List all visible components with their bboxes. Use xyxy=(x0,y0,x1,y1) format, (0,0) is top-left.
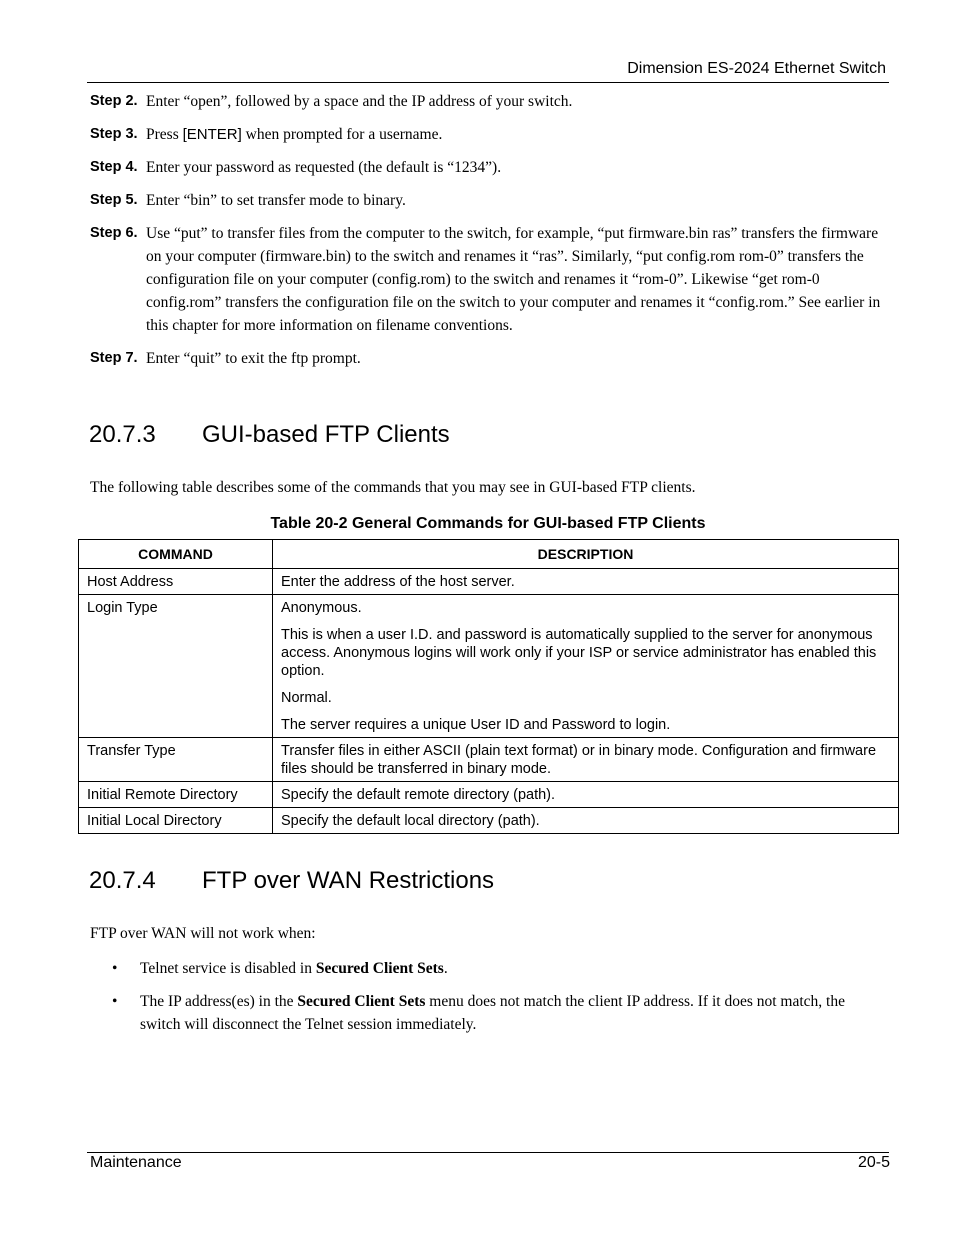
table-header-row xyxy=(79,540,899,569)
table-row xyxy=(79,782,899,808)
section-intro: The following table describes some of the commands that you may see in GUI-based FTP clients. xyxy=(90,479,696,496)
command-cell: Transfer Type xyxy=(79,738,273,782)
step-text: Enter “quit” to exit the ftp prompt. xyxy=(146,350,361,367)
step-text-pre: Press xyxy=(146,126,183,143)
page-number: 20-5 xyxy=(857,1154,890,1171)
step-text: Use “put” to transfer files from the computer to the switch, for example, “put firmware.bin ras” transfers the firmware on your computer (firmware.bin) to the switch and renames it “ras”. Similarly, “put config.rom rom-0” transfers the configuration file on your computer (config.rom) to the switch and renames it “rom-0”. Likewise “get rom-0 config.rom” transfers the configuration file on the switch to your computer and renames it “config.rom.” See earlier in this chapter for more information on filename conventions. xyxy=(146,225,881,334)
description-text: Normal. xyxy=(281,690,332,706)
description-cell xyxy=(273,738,899,782)
column-header: COMMAND xyxy=(79,540,273,569)
running-header: Dimension ES-2024 Ethernet Switch xyxy=(627,60,886,77)
bullet-text-post: . xyxy=(443,960,448,977)
description-cell xyxy=(273,569,899,595)
step-item xyxy=(90,123,890,146)
bullet-item xyxy=(112,990,872,1036)
table-row xyxy=(79,738,899,782)
section-title: FTP over WAN Restrictions xyxy=(202,867,495,894)
step-text: Enter “open”, followed by a space and the IP address of your switch. xyxy=(146,93,573,110)
bullet-icon: • xyxy=(112,960,118,977)
description-text: Specify the default remote directory (path). xyxy=(281,787,556,803)
enter-key: [ENTER] xyxy=(182,126,242,143)
step-item xyxy=(90,90,890,113)
section-heading xyxy=(89,421,450,449)
bullet-text xyxy=(140,957,448,980)
step-item xyxy=(90,347,890,370)
bullet-text-bold: Secured Client Sets xyxy=(315,960,444,977)
step-label: Step 6. xyxy=(90,225,138,241)
step-label: Step 2. xyxy=(90,93,138,109)
bullet-list xyxy=(112,957,872,1046)
step-item xyxy=(90,156,890,179)
bullet-text-pre: The IP address(es) in the xyxy=(140,993,298,1010)
step-label: Step 5. xyxy=(90,192,138,208)
bullet-icon: • xyxy=(112,993,118,1010)
commands-table xyxy=(78,539,899,834)
command-cell: Host Address xyxy=(79,569,273,595)
step-label: Step 7. xyxy=(90,350,138,366)
bullet-text-post: menu does not match the client IP address. If it does not match, the switch will disconnect the Telnet session immediately. xyxy=(140,993,845,1033)
step-text-post: when prompted for a username. xyxy=(241,126,443,143)
table-row xyxy=(79,595,899,738)
step-text: Enter your password as requested (the default is “1234”). xyxy=(146,159,502,176)
description-cell xyxy=(273,808,899,834)
table-row xyxy=(79,808,899,834)
footer-rule xyxy=(87,1152,889,1153)
section-number: 20.7.3 xyxy=(89,421,156,448)
description-text: Enter the address of the host server. xyxy=(281,574,515,590)
bullet-item xyxy=(112,957,872,980)
header-rule xyxy=(87,82,889,83)
section-title: GUI-based FTP Clients xyxy=(202,421,450,448)
command-cell: Initial Local Directory xyxy=(79,808,273,834)
bullet-text-pre: Telnet service is disabled in xyxy=(140,960,316,977)
description-cell xyxy=(273,782,899,808)
step-label: Step 4. xyxy=(90,159,138,175)
section-intro: FTP over WAN will not work when: xyxy=(90,925,316,942)
step-list xyxy=(90,90,890,380)
column-header: DESCRIPTION xyxy=(273,540,899,569)
step-item xyxy=(90,189,890,212)
table-caption: Table 20-2 General Commands for GUI-based FTP Clients xyxy=(270,515,706,532)
command-cell: Login Type xyxy=(79,595,273,738)
step-text xyxy=(146,123,442,146)
description-text: Specify the default local directory (path). xyxy=(281,813,540,829)
step-label: Step 3. xyxy=(90,126,138,142)
bullet-text xyxy=(140,990,872,1036)
description-text: This is when a user I.D. and password is automatically supplied to the server for anonymous access. Anonymous logins will work only if your ISP or service administrator has enabled this option. xyxy=(281,627,877,679)
footer-chapter: Maintenance xyxy=(90,1154,182,1171)
description-text: The server requires a unique User ID and Password to login. xyxy=(281,717,671,733)
section-heading xyxy=(89,867,494,895)
step-text: Enter “bin” to set transfer mode to binary. xyxy=(146,192,406,209)
description-cell xyxy=(273,595,899,738)
step-item xyxy=(90,222,890,337)
table-row xyxy=(79,569,899,595)
description-text: Anonymous. xyxy=(281,600,362,616)
bullet-text-bold: Secured Client Sets xyxy=(297,993,426,1010)
section-number: 20.7.4 xyxy=(89,867,156,894)
command-cell: Initial Remote Directory xyxy=(79,782,273,808)
description-text: Transfer files in either ASCII (plain text format) or in binary mode. Configuration and firmware files should be transferred in binary mode. xyxy=(281,743,877,777)
